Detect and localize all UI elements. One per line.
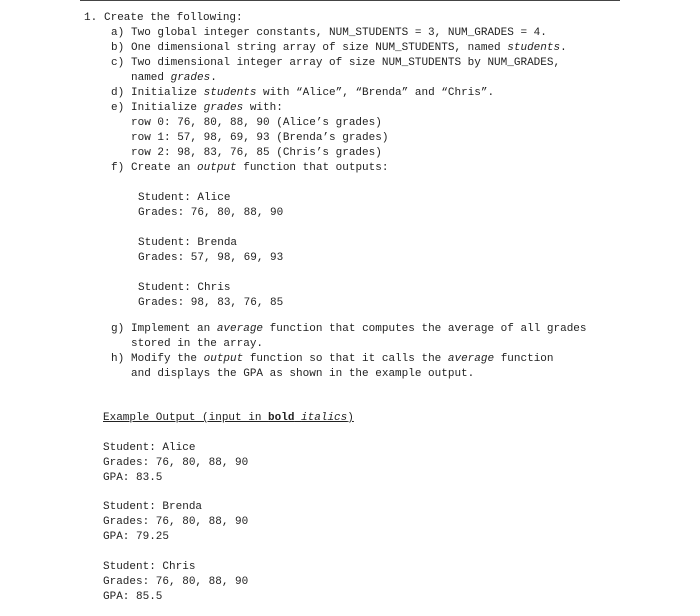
example-student-1: Student: Brenda — [103, 501, 203, 513]
question-number: 1. — [84, 12, 98, 24]
item-h-continuation: and displays the GPA as shown in the example output. — [131, 368, 475, 380]
example-student-0: Student: Alice — [103, 442, 196, 454]
item-f-text: Create an output function that outputs: — [131, 162, 389, 174]
item-d-text: Initialize students with “Alice”, “Brenda” and “Chris”. — [131, 87, 495, 99]
sample-grades-0: Grades: 76, 80, 88, 90 — [138, 207, 284, 219]
example-gpa-0: GPA: 83.5 — [103, 472, 163, 484]
example-output-heading: Example Output (input in bold italics) — [103, 412, 354, 424]
item-g-marker: g) — [111, 323, 125, 335]
item-h-marker: h) — [111, 353, 125, 365]
item-g-text: Implement an average function that computes the average of all grades — [131, 323, 587, 335]
item-c-marker: c) — [111, 57, 125, 69]
item-f-marker: f) — [111, 162, 125, 174]
question-heading: Create the following: — [104, 12, 243, 24]
top-rule — [80, 0, 620, 1]
item-b-text: One dimensional string array of size NUM_STUDENTS, named students. — [131, 42, 567, 54]
item-b-marker: b) — [111, 42, 125, 54]
example-gpa-2: GPA: 85.5 — [103, 591, 163, 603]
item-d-marker: d) — [111, 87, 125, 99]
grades-row-1: row 1: 57, 98, 69, 93 (Brenda’s grades) — [131, 132, 389, 144]
item-c-text: Two dimensional integer array of size NUM_STUDENTS by NUM_GRADES, — [131, 57, 561, 69]
example-student-2: Student: Chris — [103, 561, 196, 573]
grades-row-2: row 2: 98, 83, 76, 85 (Chris’s grades) — [131, 147, 382, 159]
item-g-continuation: stored in the array. — [131, 338, 264, 350]
grades-row-0: row 0: 76, 80, 88, 90 (Alice’s grades) — [131, 117, 382, 129]
item-e-text: Initialize grades with: — [131, 102, 283, 114]
item-h-text: Modify the output function so that it calls the average function — [131, 353, 554, 365]
item-c-continuation: named grades. — [131, 72, 217, 84]
sample-grades-1: Grades: 57, 98, 69, 93 — [138, 252, 284, 264]
sample-student-1: Student: Brenda — [138, 237, 238, 249]
example-gpa-1: GPA: 79.25 — [103, 531, 170, 543]
sample-student-2: Student: Chris — [138, 282, 231, 294]
example-grades-2: Grades: 76, 80, 88, 90 — [103, 576, 249, 588]
sample-student-0: Student: Alice — [138, 192, 231, 204]
example-grades-1: Grades: 76, 80, 88, 90 — [103, 516, 249, 528]
item-e-marker: e) — [111, 102, 125, 114]
item-a-text: Two global integer constants, NUM_STUDENTS = 3, NUM_GRADES = 4. — [131, 27, 547, 39]
example-grades-0: Grades: 76, 80, 88, 90 — [103, 457, 249, 469]
sample-grades-2: Grades: 98, 83, 76, 85 — [138, 297, 284, 309]
item-a-marker: a) — [111, 27, 125, 39]
